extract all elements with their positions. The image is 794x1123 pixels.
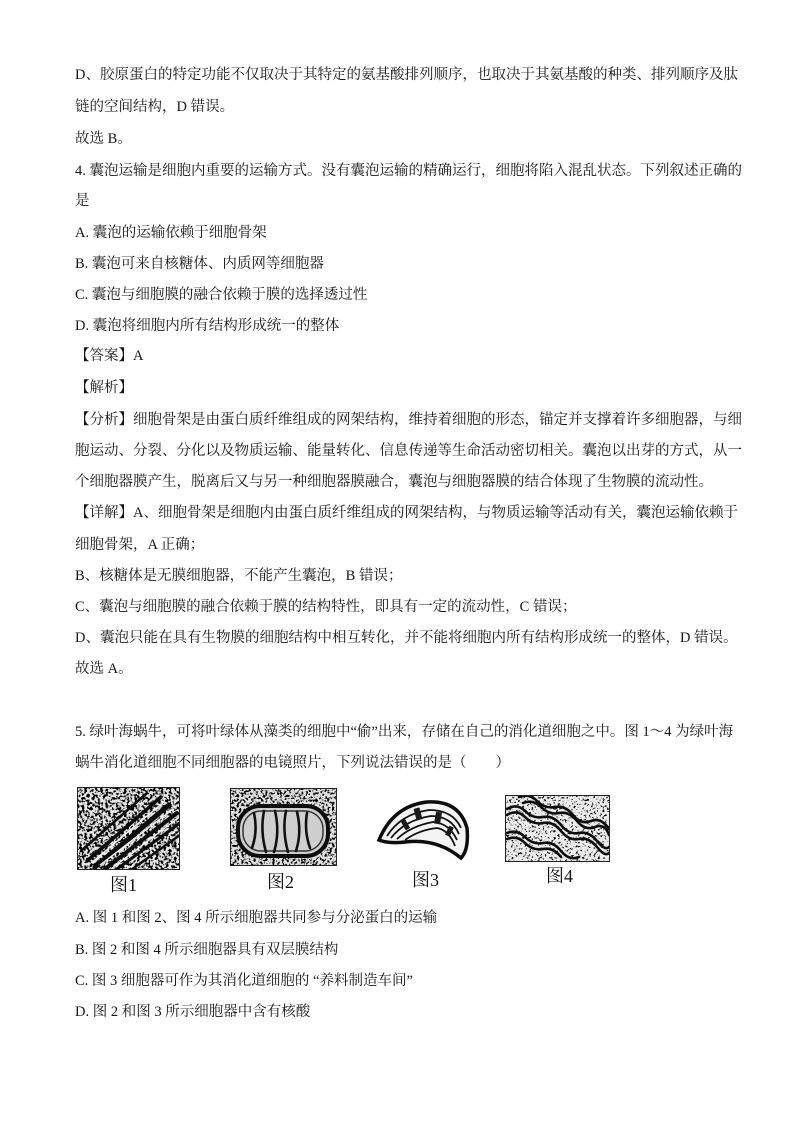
q5-stem-line-1: 5. 绿叶海蜗牛，可将叶绿体从藻类的细胞中“偷”出来，存储在自己的消化道细胞之中。图 1～4 为绿叶海 <box>75 724 734 740</box>
q5-stem-line-2: 蜗牛消化道细胞不同细胞器的电镜照片，下列说法错误的是（ ） <box>75 755 510 771</box>
figure-2-label: 图2 <box>267 872 294 892</box>
q5-option-d: D. 图 2 和图 3 所示细胞器中含有核酸 <box>75 1004 311 1020</box>
q4-analysis-line-1: 【分析】细胞骨架是由蛋白质纤维组成的网架结构，维持着细胞的形态，锚定并支撑着许多细胞器，与细 <box>75 412 742 428</box>
q4-conclusion: 故选 A。 <box>75 661 133 677</box>
q4-option-c: C. 囊泡与细胞膜的融合依赖于膜的选择透过性 <box>75 287 368 303</box>
q3-option-d-explanation-line-2: 链的空间结构，D 错误。 <box>75 99 235 115</box>
q5-option-c: C. 图 3 细胞器可作为其消化道细胞的 “养料制造车间” <box>75 973 413 989</box>
q5-option-a: A. 图 1 和图 2、图 4 所示细胞器共同参与分泌蛋白的运输 <box>75 910 438 926</box>
figure-4-label: 图4 <box>546 866 573 886</box>
figure-1-micrograph <box>77 787 180 875</box>
q4-detail-line-3: B、核糖体是无膜细胞器，不能产生囊泡，B 错误； <box>75 568 403 584</box>
figure-3-label: 图3 <box>412 870 439 890</box>
figure-2-micrograph <box>230 788 337 871</box>
q4-detail-line-4: C、囊泡与细胞膜的融合依赖于膜的结构特性，即具有一定的流动性，C 错误； <box>75 599 577 615</box>
q4-option-d: D. 囊泡将细胞内所有结构形成统一的整体 <box>75 318 340 334</box>
q3-conclusion: 故选 B。 <box>75 131 132 147</box>
q4-stem-line-1: 4. 囊泡运输是细胞内重要的运输方式。没有囊泡运输的精确运行，细胞将陷入混乱状态。下列叙述正确的 <box>75 163 742 179</box>
q4-analysis-line-3: 个细胞器膜产生，脱离后又与另一种细胞器膜融合，囊泡与细胞器膜的结合体现了生物膜的流动性。 <box>75 474 713 490</box>
figure-1-label: 图1 <box>110 875 137 895</box>
q4-answer: 【答案】A <box>75 348 144 364</box>
q5-option-b: B. 图 2 和图 4 所示细胞器具有双层膜结构 <box>75 942 339 958</box>
figure-3-micrograph <box>375 798 470 867</box>
q4-detail-line-5: D、囊泡只能在具有生物膜的细胞结构中相互转化，并不能将细胞内所有结构形成统一的整体，D 错误。 <box>75 630 738 646</box>
q3-option-d-explanation-line-1: D、胶原蛋白的特定功能不仅取决于其特定的氨基酸排列顺序，也取决于其氨基酸的种类、排列顺序及肽 <box>75 67 738 83</box>
figure-4-micrograph <box>505 795 610 867</box>
q4-analysis-line-2: 胞运动、分裂、分化以及物质运输、能量转化、信息传递等生命活动密切相关。囊泡以出芽的方式，从一 <box>75 443 742 459</box>
q4-option-b: B. 囊泡可来自核糖体、内质网等细胞器 <box>75 256 324 272</box>
q4-detail-line-1: 【详解】A、细胞骨架是细胞内由蛋白质纤维组成的网架结构，与物质运输等活动有关，囊泡运输依赖于 <box>75 505 738 521</box>
q4-detail-line-2: 细胞骨架，A 正确； <box>75 537 205 553</box>
q4-option-a: A. 囊泡的运输依赖于细胞骨架 <box>75 225 267 241</box>
q4-stem-line-2: 是 <box>75 193 90 209</box>
q4-analysis-heading: 【解析】 <box>75 380 133 396</box>
